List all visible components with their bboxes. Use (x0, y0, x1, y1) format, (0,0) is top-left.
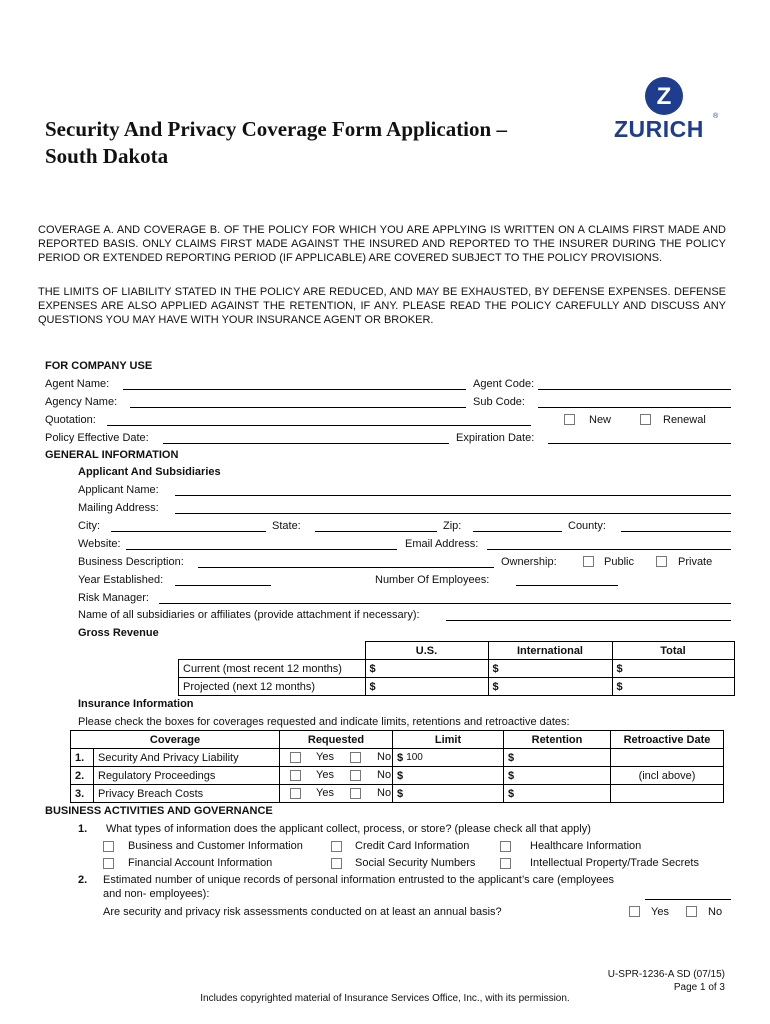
requested-no-label: No (377, 751, 392, 763)
business-description-field[interactable] (198, 567, 494, 568)
ownership-label: Ownership: (501, 556, 557, 568)
limit-cell[interactable] (393, 767, 504, 785)
retention-cell[interactable]: $ (504, 749, 611, 767)
limit-cell[interactable] (393, 749, 504, 767)
coverage-name: Privacy Breach Costs (94, 785, 280, 803)
question-2-line-2: and non- employees): (103, 888, 210, 900)
retro-date-cell[interactable] (611, 785, 724, 803)
zurich-logo-mark (644, 76, 684, 116)
sub-code-field[interactable] (538, 407, 731, 408)
revenue-row-projected (179, 678, 735, 696)
new-label: New (589, 414, 612, 426)
expiration-date-label: Expiration Date: (456, 432, 535, 444)
risk-assessment-no-checkbox[interactable] (686, 906, 697, 917)
insurance-row-1 (71, 749, 724, 767)
sub-code-label: Sub Code: (473, 396, 525, 408)
requested-yes-label: Yes (316, 769, 334, 781)
agent-code-label: Agent Code: (473, 378, 535, 390)
limit-symbol: $ (397, 769, 404, 782)
risk-assessment-yes-label: Yes (651, 906, 669, 918)
agency-name-label: Agency Name: (45, 396, 118, 408)
subsidiaries-label: Name of all subsidiaries or affiliates (provide attachment if necessary): (78, 609, 420, 621)
business-customer-info-checkbox[interactable] (103, 841, 114, 852)
county-field[interactable] (621, 531, 731, 532)
private-checkbox[interactable] (656, 556, 667, 567)
insurance-col-limit: Limit (393, 731, 504, 749)
website-label: Website: (78, 538, 121, 550)
city-field[interactable] (111, 531, 266, 532)
requested-yes-label: Yes (316, 787, 334, 799)
financial-account-info-label: Financial Account Information (128, 857, 273, 869)
zip-label: Zip: (443, 520, 462, 532)
revenue-col-us: U.S. (365, 642, 488, 660)
question-2-number: 2. (78, 874, 88, 886)
public-label: Public (604, 556, 634, 568)
intellectual-property-label: Intellectual Property/Trade Secrets (530, 857, 699, 869)
retro-date-cell[interactable] (611, 749, 724, 767)
public-checkbox[interactable] (583, 556, 594, 567)
general-info-heading: GENERAL INFORMATION (45, 449, 179, 461)
business-customer-info-label: Business and Customer Information (128, 840, 303, 852)
revenue-col-total: Total (612, 642, 734, 660)
logo-mark-letter: Z (656, 83, 672, 110)
quotation-label: Quotation: (45, 414, 96, 426)
title-line-2: South Dakota (45, 144, 169, 168)
applicant-name-field[interactable] (175, 495, 731, 496)
state-label: State: (272, 520, 301, 532)
revenue-international-projected[interactable]: $ (488, 678, 612, 696)
healthcare-info-checkbox[interactable] (500, 841, 511, 852)
year-established-label: Year Established: (78, 574, 164, 586)
risk-assessment-no-label: No (708, 906, 723, 918)
question-1-number: 1. (78, 823, 88, 835)
agent-name-label: Agent Name: (45, 378, 110, 390)
title-line-1: Security And Privacy Coverage Form Application – (45, 117, 507, 141)
revenue-international-current[interactable]: $ (488, 660, 612, 678)
financial-account-info-checkbox[interactable] (103, 858, 114, 869)
copyright-notice: Includes copyrighted material of Insurance Services Office, Inc., with its permission. (200, 993, 570, 1004)
zurich-logo-text: ZURICH (614, 116, 704, 142)
requested-no-checkbox[interactable] (350, 788, 361, 799)
subsidiaries-field[interactable] (446, 620, 731, 621)
new-checkbox[interactable] (564, 414, 575, 425)
gross-revenue-heading: Gross Revenue (78, 627, 159, 639)
agency-name-field[interactable] (130, 407, 466, 408)
requested-cell (280, 785, 393, 803)
insurance-col-retro: Retroactive Date (611, 731, 724, 749)
coverage-number: 2. (71, 767, 94, 785)
form-id: U-SPR-1236-A SD (07/15) (607, 969, 725, 980)
website-field[interactable] (126, 549, 397, 550)
gross-revenue-table (178, 641, 735, 696)
city-label: City: (78, 520, 100, 532)
risk-manager-field[interactable] (159, 603, 731, 604)
business-description-label: Business Description: (78, 556, 184, 568)
registered-mark: ® (713, 113, 719, 120)
renewal-label: Renewal (663, 414, 706, 426)
revenue-us-current[interactable]: $ (365, 660, 488, 678)
applicant-name-label: Applicant Name: (78, 484, 159, 496)
limit-symbol: $ (397, 751, 404, 764)
records-count-field[interactable] (645, 899, 731, 900)
retention-cell[interactable]: $ (504, 767, 611, 785)
healthcare-info-label: Healthcare Information (530, 840, 642, 852)
insurance-col-retention: Retention (504, 731, 611, 749)
coverage-name: Regulatory Proceedings (94, 767, 280, 785)
employees-field[interactable] (516, 585, 618, 586)
revenue-us-projected[interactable]: $ (365, 678, 488, 696)
insurance-row-3 (71, 785, 724, 803)
coverage-number: 3. (71, 785, 94, 803)
page-number: Page 1 of 3 (673, 982, 725, 993)
revenue-total-projected[interactable]: $ (612, 678, 734, 696)
employees-label: Number Of Employees: (375, 574, 490, 586)
credit-card-info-label: Credit Card Information (355, 840, 470, 852)
social-security-numbers-checkbox[interactable] (331, 858, 342, 869)
limit-symbol: $ (397, 787, 404, 800)
revenue-row-label: Projected (next 12 months) (179, 678, 366, 696)
agent-name-field[interactable] (123, 389, 466, 390)
effective-date-field[interactable] (163, 443, 449, 444)
quotation-field[interactable] (107, 425, 531, 426)
question-1-text: What types of information does the applicant collect, process, or store? (please check all that apply) (106, 823, 591, 835)
retro-date-cell[interactable]: (incl above) (611, 767, 724, 785)
limit-value: 100 (406, 751, 423, 763)
agent-code-field[interactable] (538, 389, 731, 390)
limit-cell[interactable] (393, 785, 504, 803)
state-field[interactable] (315, 531, 437, 532)
insurance-table (70, 730, 724, 803)
risk-manager-label: Risk Manager: (78, 592, 149, 604)
requested-yes-checkbox[interactable] (290, 788, 301, 799)
revenue-row-current (179, 660, 735, 678)
effective-date-label: Policy Effective Date: (45, 432, 149, 444)
requested-no-label: No (377, 769, 392, 781)
notice-defense-expenses: THE LIMITS OF LIABILITY STATED IN THE POLICY ARE REDUCED, AND MAY BE EXHAUSTED, BY DEFENSE EXPENSES. DEFENSE EXPENSES ARE ALSO APPLIED AGAINST THE RETENTION, IF ANY. PLEASE READ THE POLICY CAREFULLY AND DISCUSS ANY QUESTIONS YOU MAY HAVE WITH YOUR INSURANCE AGENT OR BROKER. (38, 286, 726, 326)
insurance-col-requested: Requested (280, 731, 393, 749)
email-label: Email Address: (405, 538, 479, 550)
social-security-numbers-label: Social Security Numbers (355, 857, 476, 869)
requested-yes-label: Yes (316, 751, 334, 763)
risk-assessment-yes-checkbox[interactable] (629, 906, 640, 917)
requested-yes-checkbox[interactable] (290, 752, 301, 763)
insurance-info-heading: Insurance Information (78, 698, 194, 710)
revenue-header-row (179, 642, 735, 660)
expiration-date-field[interactable] (548, 443, 731, 444)
zip-field[interactable] (473, 531, 562, 532)
requested-no-checkbox[interactable] (350, 752, 361, 763)
risk-assessment-question: Are security and privacy risk assessments conducted on at least an annual basis? (103, 906, 502, 918)
private-label: Private (678, 556, 713, 568)
requested-cell (280, 767, 393, 785)
question-2-line-1: Estimated number of unique records of personal information entrusted to the applicant’s care (employees (103, 874, 614, 886)
revenue-row-label: Current (most recent 12 months) (179, 660, 366, 678)
intellectual-property-checkbox[interactable] (500, 858, 511, 869)
year-established-field[interactable] (175, 585, 271, 586)
mailing-address-field[interactable] (175, 513, 731, 514)
revenue-total-current[interactable]: $ (612, 660, 734, 678)
insurance-header-row (71, 731, 724, 749)
revenue-col-international: International (488, 642, 612, 660)
insurance-col-coverage: Coverage (71, 731, 280, 749)
retention-cell[interactable]: $ (504, 785, 611, 803)
mailing-address-label: Mailing Address: (78, 502, 159, 514)
requested-no-label: No (377, 787, 392, 799)
business-activities-heading: BUSINESS ACTIVITIES AND GOVERNANCE (45, 805, 273, 817)
requested-cell (280, 749, 393, 767)
email-field[interactable] (487, 549, 731, 550)
requested-yes-checkbox[interactable] (290, 770, 301, 781)
page-title (45, 116, 507, 170)
coverage-number: 1. (71, 749, 94, 767)
insurance-instruction: Please check the boxes for coverages requested and indicate limits, retentions and retroactive dates: (78, 716, 570, 728)
county-label: County: (568, 520, 606, 532)
applicant-subsidiaries-heading: Applicant And Subsidiaries (78, 466, 221, 478)
credit-card-info-checkbox[interactable] (331, 841, 342, 852)
insurance-row-2 (71, 767, 724, 785)
coverage-name: Security And Privacy Liability (94, 749, 280, 767)
notice-claims-made: COVERAGE A. AND COVERAGE B. OF THE POLICY FOR WHICH YOU ARE APPLYING IS WRITTEN ON A CLAIMS FIRST MADE AND REPORTED BASIS. ONLY CLAIMS FIRST MADE AGAINST THE INSURED AND REPORTED TO THE INSURER DURING THE POLICY PERIOD OR EXTENDED REPORTING PERIOD (IF APPLICABLE) ARE COVERED SUBJECT TO THE POLICY PROVISIONS. (38, 224, 726, 264)
company-use-heading: FOR COMPANY USE (45, 360, 153, 372)
requested-no-checkbox[interactable] (350, 770, 361, 781)
renewal-checkbox[interactable] (640, 414, 651, 425)
